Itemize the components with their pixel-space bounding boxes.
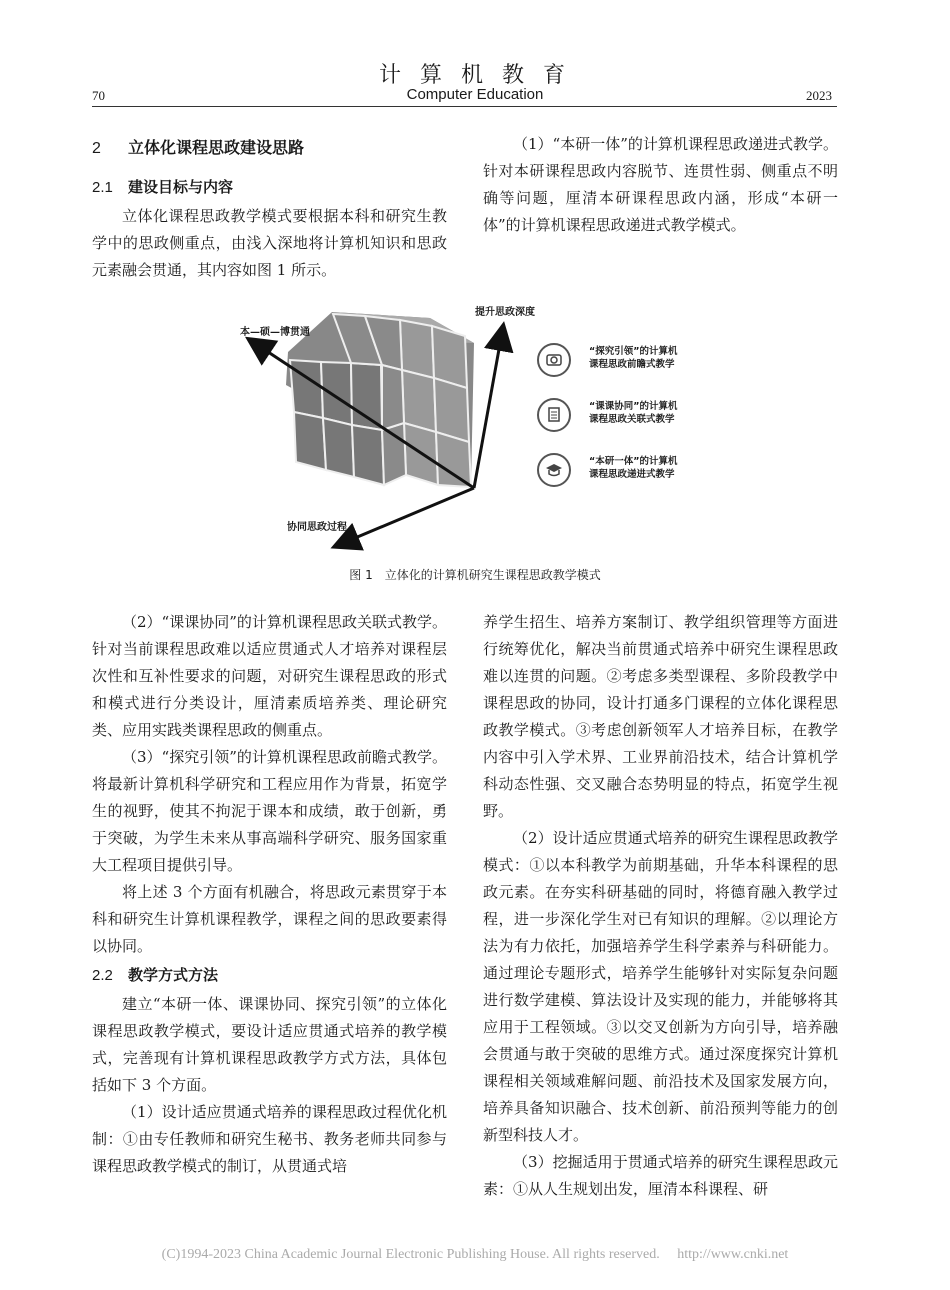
copyright-footer: (C)1994-2023 China Academic Journal Electronic Publishing House. All rights reserved. http://www.cnki.net <box>161 1247 789 1262</box>
paragraph: （1）设计适应贯通式培养的课程思政过程优化机制：①由专任教师和研究生秘书、教务老师共同参与课程思政教学模式的制订，从贯通式培 <box>92 1103 447 1175</box>
right-column-bottom <box>483 609 838 1203</box>
journal-title-cn: 计 算 机 教 育 <box>379 63 571 88</box>
paragraph: （2）设计适应贯通式培养的研究生课程思政教学模式：①以本科教学为前期基础，升华本科课程的思政元素。在夯实科研基础的同时，将德育融入教学过程，进一步深化学生对已有知识的理解。②以理论方法为有力依托，加强培养学生科学素养与科研能力。通过理论专题形式，培养学生能够针对实际复杂问题进行数学建模、算法设计及实现的能力，并能够将其应用于工程领域。③以交叉创新为方向引导，培养融会贯通与敢于突破的思维方式。通过深度探究计算机课程相关领域难解问题、前沿技术及国家发展方向，培养具备知识融合、技术创新、前沿预判等能力的创新型科技人才。 <box>483 829 838 1144</box>
journal-title-en: Computer Education <box>406 86 544 103</box>
axis-label-down: 协同思政过程 <box>287 522 347 533</box>
cube-diagram <box>0 0 950 600</box>
paragraph: （1）“本研一体”的计算机课程思政递进式教学。针对本研课程思政内容脱节、连贯性弱、侧重点不明确等问题，厘清本研课程思政内涵，形成“本研一体”的计算机课程思政递进式教学模式。 <box>483 135 838 234</box>
publication-year: 2023 <box>806 88 832 103</box>
subsection-heading-2-2: 2.2 教学方式方法 <box>92 966 219 984</box>
legend-text: “本研一体”的计算机 课程思政递进式教学 <box>589 456 678 480</box>
paragraph: 立体化课程思政教学模式要根据本科和研究生教学中的思政侧重点，由浅入深地将计算机知识和思政元素融会贯通，其内容如图 1 所示。 <box>92 207 447 279</box>
paragraph: （3）挖掘适用于贯通式培养的研究生课程思政元素：①从人生规划出发，厘清本科课程、研 <box>483 1153 838 1198</box>
legend-text: “探究引领”的计算机 课程思政前瞻式教学 <box>589 346 678 370</box>
section-heading: 2 立体化课程思政建设思路 <box>92 138 305 157</box>
figure-1 <box>0 0 950 600</box>
graduation-cap-icon <box>537 453 571 487</box>
paragraph: 养学生招生、培养方案制订、教学组织管理等方面进行统筹优化，解决当前贯通式培养中研究生课程思政难以连贯的问题。②考虑多类型课程、多阶段教学中课程思政的协同，设计打通多门课程的立体化课程思政教学模式。③考虑创新领军人才培养目标，在教学内容中引入学术界、工业界前沿技术，结合计算机学科动态性强、交叉融合态势明显的特点，拓宽学生视野。 <box>483 613 838 820</box>
axis-label-left: 本—硕—博贯通 <box>240 327 310 338</box>
left-column-bottom <box>92 609 447 1180</box>
figure-caption: 图 1 立体化的计算机研究生课程思政教学模式 <box>349 568 601 582</box>
axis-label-up: 提升思政深度 <box>475 307 535 318</box>
paragraph: 建立“本研一体、课课协同、探究引领”的立体化课程思政教学模式，要设计适应贯通式培养的教学模式，完善现有计算机课程思政教学方式方法，具体包括如下 3 个方面。 <box>92 995 447 1094</box>
paragraph: （3）“探究引领”的计算机课程思政前瞻式教学。将最新计算机科学研究和工程应用作为背景，拓宽学生的视野，使其不拘泥于课本和成绩，敢于创新，勇于突破，为学生未来从事高端科学研究、服务国家重大工程项目提供引导。 <box>92 748 447 874</box>
legend-text: “课课协同”的计算机 课程思政关联式教学 <box>589 401 678 425</box>
document-icon <box>537 398 571 432</box>
paragraph: 将上述 3 个方面有机融合，将思政元素贯穿于本科和研究生计算机课程教学，课程之间的思政要素得以协同。 <box>92 883 447 955</box>
page-number: 70 <box>92 88 105 103</box>
paragraph: （2）“课课协同”的计算机课程思政关联式教学。针对当前课程思政难以适应贯通式人才培养对课程层次性和互补性要求的问题，对研究生课程思政的形式和模式进行分类设计，厘清素质培养类、理论研究类、应用实践类课程思政的侧重点。 <box>92 613 447 739</box>
camera-icon <box>537 343 571 377</box>
subsection-heading-2-1: 2.1 建设目标与内容 <box>92 178 234 196</box>
